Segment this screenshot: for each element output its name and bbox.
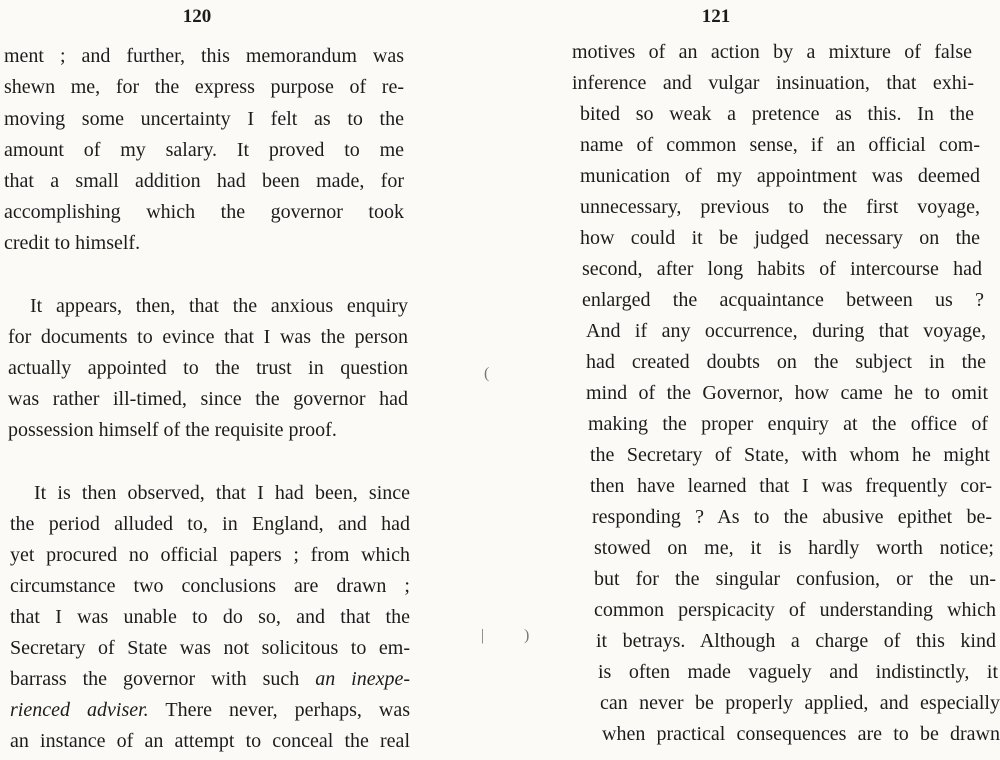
text-line: It is then observed, that I had been, since: [34, 482, 410, 504]
text-line: amount of my salary. It proved to me: [4, 139, 404, 161]
text-line: had created doubts on the subject in the: [586, 351, 986, 373]
text-line: actually appointed to the trust in question: [8, 357, 408, 379]
text-line: common perspicacity of understanding which: [594, 599, 996, 621]
text-line: making the proper enquiry at the office of: [588, 413, 988, 435]
left-page: [0, 0, 420, 760]
text-line: unnecessary, previous to the first voyage,: [580, 196, 980, 218]
text-line: the Secretary of State, with whom he might: [590, 444, 990, 466]
text-line: when practical consequences are to be drawn: [602, 723, 1000, 745]
text-line: second, after long habits of intercourse had: [582, 258, 982, 280]
text-line: an instance of an attempt to conceal the real: [10, 730, 410, 752]
text-line: accomplishing which the governor took: [4, 201, 404, 223]
text-line: Secretary of State was not solicitous to em-: [10, 637, 410, 659]
scan-speck: |: [481, 627, 485, 644]
scan-speck: (: [484, 365, 490, 382]
scan-speck: ): [524, 627, 530, 644]
text-line: shewn me, for the express purpose of re-: [4, 76, 404, 98]
text-line: was rather ill-timed, since the governor had: [8, 388, 408, 410]
right-page: [572, 0, 1000, 760]
text-line: And if any occurrence, during that voyage,: [586, 320, 986, 342]
text-line: can never be properly applied, and especially: [600, 692, 1000, 714]
text-line-with-italic: barrass the governor with such an inexpe-: [10, 668, 410, 690]
page-number: 120: [182, 6, 212, 27]
text-line: yet procured no official papers ; from which: [10, 544, 410, 566]
text-line: motives of an action by a mixture of false: [572, 41, 972, 63]
text-line: mind of the Governor, how came he to omit: [586, 382, 988, 404]
text-line: that a small addition had been made, for: [4, 170, 404, 192]
text-line: the period alluded to, in England, and had: [10, 513, 410, 535]
text-line: possession himself of the requisite proof.: [8, 419, 337, 441]
text-line: bited so weak a pretence as this. In the: [580, 103, 974, 125]
text-line: stowed on me, it is hardly worth notice;: [594, 537, 994, 559]
text-line: enlarged the acquaintance between us ?: [582, 289, 984, 311]
text-line: credit to himself.: [4, 232, 141, 254]
text-line: ment ; and further, this memorandum was: [4, 45, 404, 67]
text-line: how could it be judged necessary on the: [580, 227, 980, 249]
text-line: inference and vulgar insinuation, that exhi-: [572, 72, 974, 94]
text-line: for documents to evince that I was the person: [8, 326, 408, 348]
text-line: it betrays. Although a charge of this kind: [596, 630, 996, 652]
text-line: responding ? As to the abusive epithet be-: [592, 506, 992, 528]
text-line: name of common sense, if an official com-: [580, 134, 980, 156]
text-line: It appears, then, that the anxious enquiry: [30, 295, 408, 317]
text-line-with-italic: rienced adviser. There never, perhaps, was: [10, 699, 411, 721]
text-line: circumstance two conclusions are drawn ;: [10, 575, 410, 597]
page-number: 121: [701, 6, 731, 27]
text-line: munication of my appointment was deemed: [580, 165, 980, 187]
text-line: moving some uncertainty I felt as to the: [4, 108, 404, 130]
text-line: is often made vaguely and indistinctly, it: [598, 661, 998, 683]
text-line: that I was unable to do so, and that the: [10, 606, 410, 628]
text-line: but for the singular confusion, or the un-: [594, 568, 996, 590]
text-line: then have learned that I was frequently cor-: [590, 475, 992, 497]
